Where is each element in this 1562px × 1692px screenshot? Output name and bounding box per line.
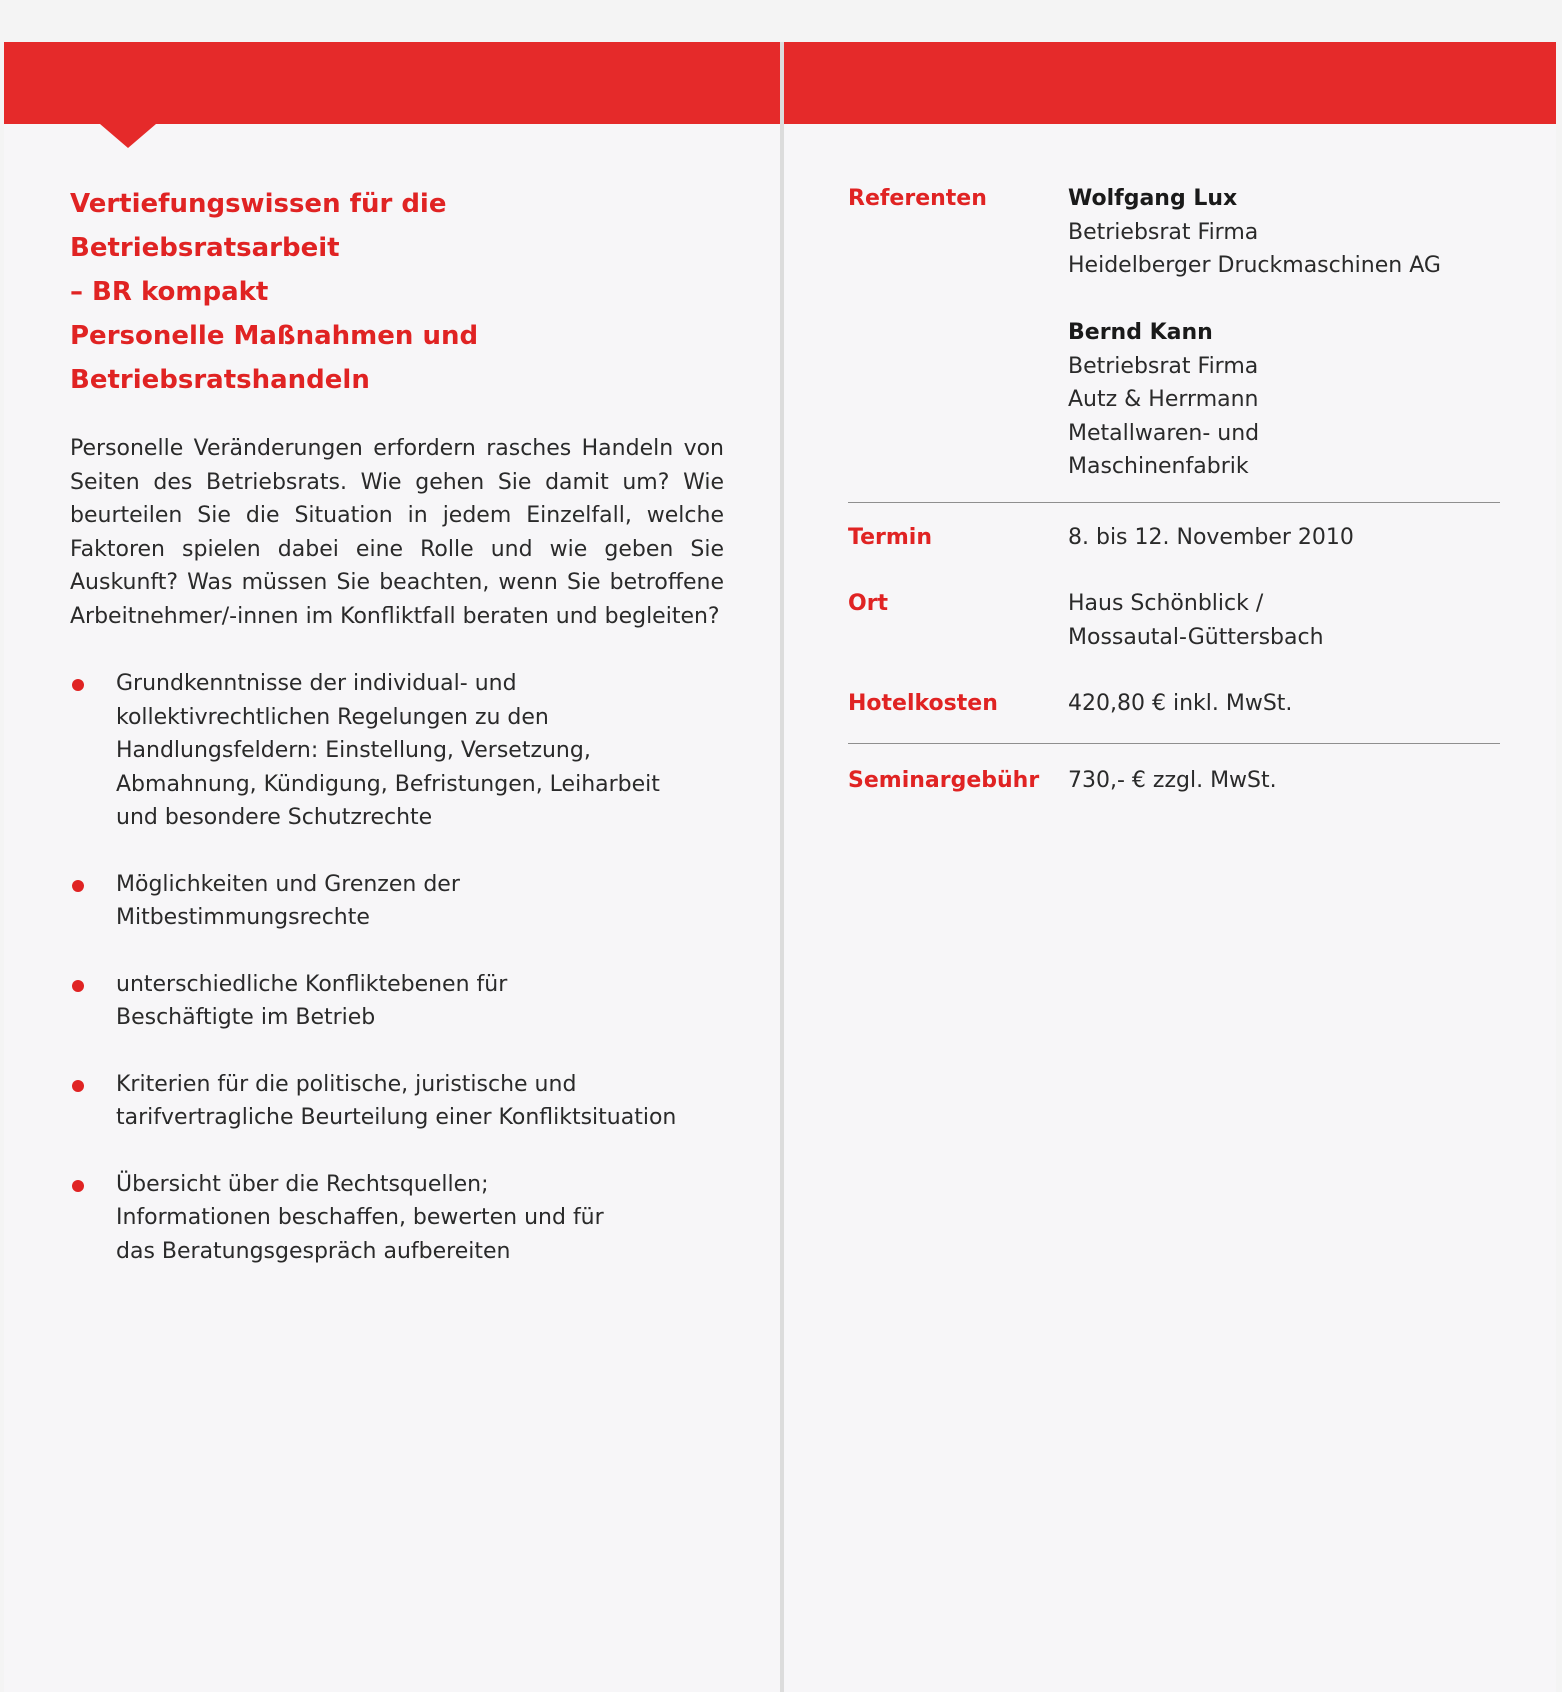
termin-label: Termin bbox=[848, 524, 932, 550]
topic-text: Möglichkeiten und Grenzen der Mitbestimmungsrechte bbox=[116, 871, 460, 930]
title-line: Vertiefungswissen für die Betriebsratsarbeit bbox=[70, 189, 447, 263]
brochure-spread bbox=[4, 42, 1556, 1692]
intro-paragraph: Personelle Veränderungen erfordern rasches Handeln von Seiten des Betriebsrats. Wie gehen Sie damit um? Wie beurteilen Sie die Situation in jedem Einzelfall, welche Faktoren spielen dabei eine Rolle und wie geben Sie Auskunft? Was müssen Sie beachten, wenn Sie betroffene Arbeitnehmer/-innen im Konfliktfall beraten und begleiten? bbox=[70, 436, 724, 629]
referent-name: Bernd Kann bbox=[1068, 320, 1213, 345]
topic-item bbox=[70, 667, 676, 835]
referenten-row bbox=[848, 182, 1500, 484]
referent-line: Heidelberger Druckmaschinen AG bbox=[1068, 253, 1441, 278]
referent-line: Betriebsrat Firma bbox=[1068, 353, 1259, 379]
bullet-icon bbox=[72, 1080, 84, 1092]
ort-row bbox=[848, 587, 1500, 654]
topic-text: Grundkenntnisse der individual- und kollektivrechtlichen Regelungen zu den Handlungsfeldern: Einstellung, Versetzung, Abmahnung, Kündigung, Befristungen, Leiharbeit und besondere Schutzrechte bbox=[116, 671, 660, 830]
bullet-icon bbox=[72, 679, 84, 691]
title-line: Betriebsratshandeln bbox=[70, 365, 370, 395]
gebuehr-label: Seminargebühr bbox=[848, 767, 1040, 793]
right-panel bbox=[784, 42, 1556, 1692]
ort-value bbox=[1068, 587, 1324, 654]
divider bbox=[848, 502, 1500, 503]
seminar-description bbox=[70, 182, 724, 1301]
ort-line: Mossautal-Güttersbach bbox=[1068, 624, 1324, 650]
referent-line: Betriebsrat Firma bbox=[1068, 219, 1259, 245]
gebuehr-row bbox=[848, 764, 1500, 798]
header-band bbox=[784, 42, 1556, 124]
ort-label: Ort bbox=[848, 591, 889, 616]
topic-item bbox=[70, 1168, 676, 1269]
header-notch bbox=[100, 124, 156, 148]
divider bbox=[848, 743, 1500, 744]
seminar-title bbox=[70, 182, 724, 402]
bullet-icon bbox=[72, 980, 84, 992]
ort-line: Haus Schönblick / bbox=[1068, 591, 1264, 616]
left-panel bbox=[4, 42, 780, 1692]
title-line: – BR kompakt bbox=[70, 277, 269, 307]
title-line: Personelle Maßnahmen und bbox=[70, 321, 479, 351]
referenten-value bbox=[1068, 182, 1441, 484]
topic-text: Übersicht über die Rechtsquellen; Informationen beschaffen, bewerten und für das Beratungsgespräch aufbereiten bbox=[116, 1171, 604, 1264]
seminar-details bbox=[848, 182, 1500, 797]
topic-text: Kriterien für die politische, juristische und tarifvertragliche Beurteilung einer Konfliktsituation bbox=[116, 1071, 677, 1130]
header-band bbox=[4, 42, 780, 124]
referent-name: Wolfgang Lux bbox=[1068, 186, 1238, 211]
bullet-icon bbox=[72, 880, 84, 892]
referent-line: Metallwaren- und bbox=[1068, 420, 1260, 446]
topic-text: unterschiedliche Konfliktebenen für Beschäftigte im Betrieb bbox=[116, 971, 508, 1030]
termin-value: 8. bis 12. November 2010 bbox=[1068, 524, 1354, 550]
topic-item bbox=[70, 868, 676, 935]
bullet-icon bbox=[72, 1180, 84, 1192]
referent-line: Maschinenfabrik bbox=[1068, 454, 1249, 479]
gebuehr-value: 730,- € zzgl. MwSt. bbox=[1068, 767, 1277, 793]
hotel-row bbox=[848, 687, 1500, 721]
topic-list bbox=[70, 667, 724, 1268]
hotel-value: 420,80 € inkl. MwSt. bbox=[1068, 691, 1293, 716]
hotel-label: Hotelkosten bbox=[848, 691, 998, 716]
referent-line: Autz & Herrmann bbox=[1068, 387, 1259, 412]
termin-row bbox=[848, 521, 1500, 555]
referenten-label: Referenten bbox=[848, 186, 987, 211]
topic-item bbox=[70, 968, 676, 1035]
topic-item bbox=[70, 1068, 676, 1135]
